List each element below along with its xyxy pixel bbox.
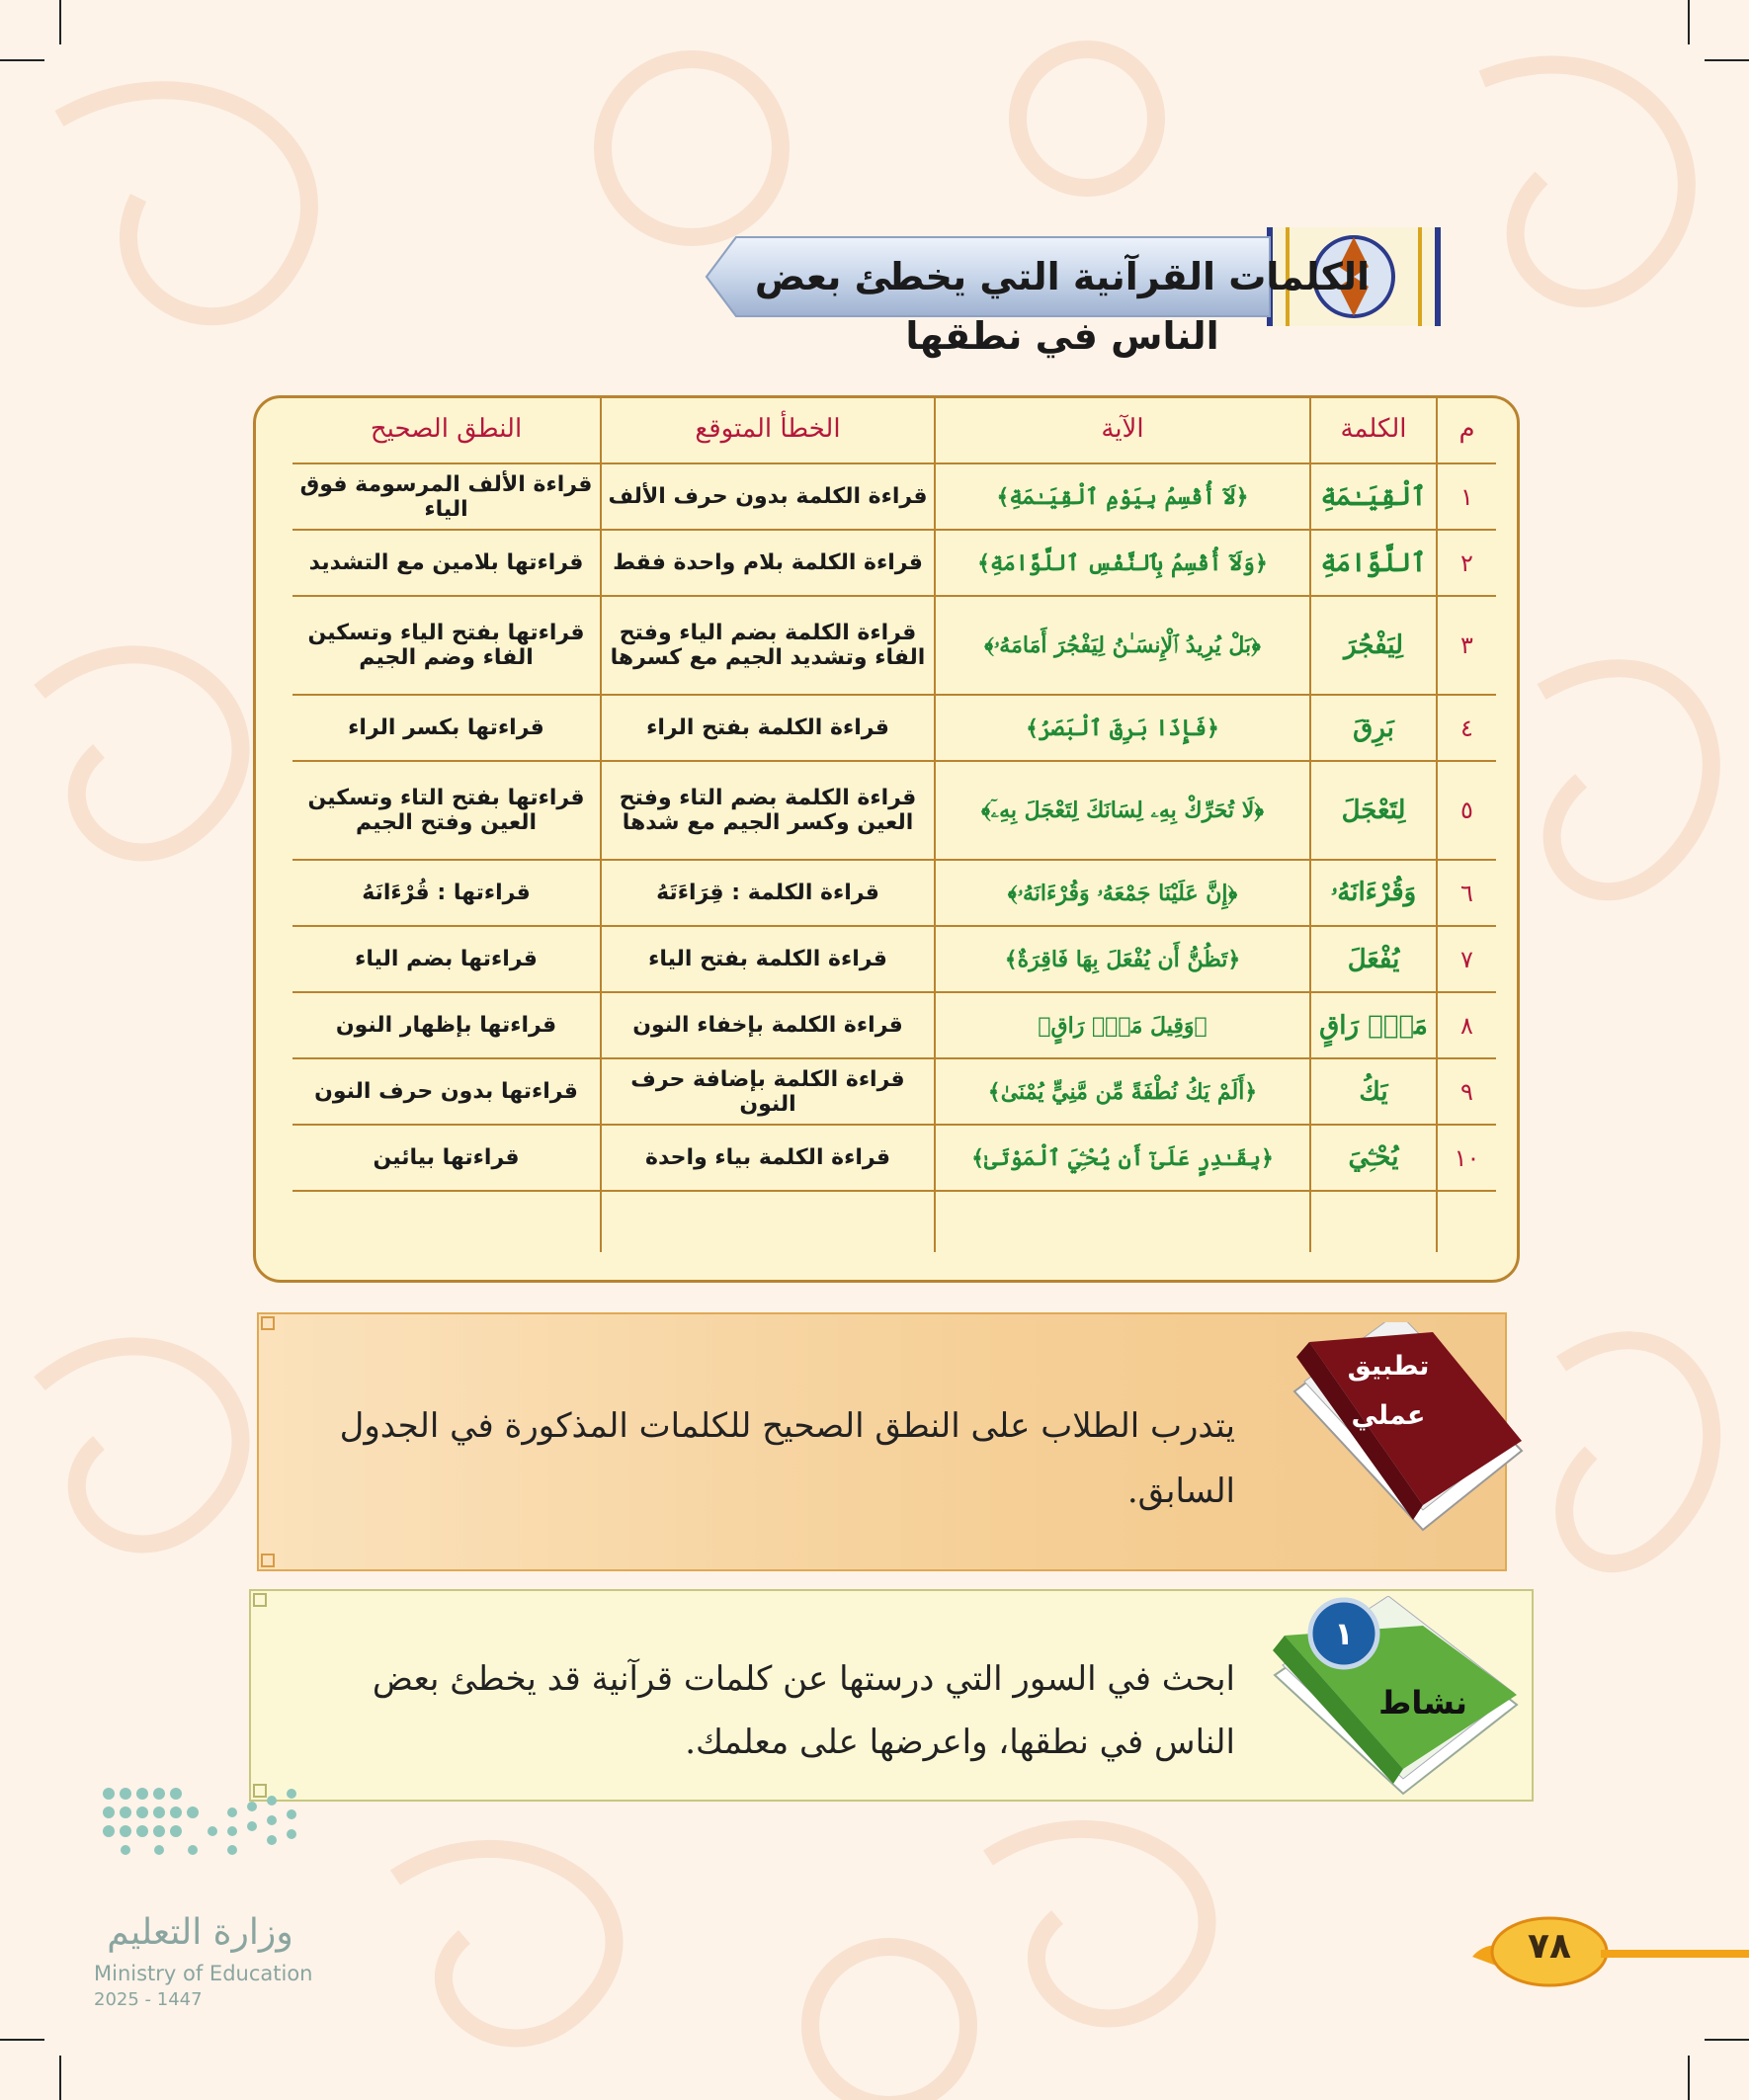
header-number: م: [1437, 395, 1496, 463]
row-number: ٣: [1437, 596, 1496, 695]
quran-words-table: [292, 395, 1496, 1252]
row-verse: ﴿فَإِذَا بَرِقَ ٱلْبَصَرُ﴾: [935, 695, 1310, 761]
row-number: ٦: [1437, 860, 1496, 926]
row-verse: ﴿إِنَّ عَلَيْنَا جَمْعَهُۥ وَقُرْءَانَهُۥ﴾: [935, 860, 1310, 926]
corner-ornament-icon: [259, 1314, 289, 1344]
row-error: قراءة الكلمة : قِرَاءَتَهُ: [601, 860, 935, 926]
row-correct: قراءتها بلامين مع التشديد: [292, 530, 601, 596]
crop-mark: [59, 0, 61, 44]
row-word: وَقُرْءَانَهُۥ: [1310, 860, 1437, 926]
table-row: [292, 596, 1496, 695]
activity-badge-number: ١: [1334, 1615, 1354, 1652]
row-error: قراءة الكلمة بفتح الراء: [601, 695, 935, 761]
row-number: ٨: [1437, 992, 1496, 1058]
header-correct-pronunciation: النطق الصحيح: [292, 395, 601, 463]
row-word: لِيَفْجُرَ: [1310, 596, 1437, 695]
table-header-row: [292, 395, 1496, 463]
practical-application-text: يتدرب الطلاب على النطق الصحيح للكلمات المذكورة في الجدول السابق.: [339, 1406, 1235, 1511]
row-verse: ﴿أَلَمْ يَكُ نُطْفَةً مِّن مَّنِيٍّ يُمْنَىٰ﴾: [935, 1058, 1310, 1125]
row-word: ٱلْقِيَـٰمَةِ: [1310, 463, 1437, 530]
row-correct: قراءتها بيائين: [292, 1125, 601, 1191]
row-number: ١: [1437, 463, 1496, 530]
row-word: ٱللَّوَّامَةِ: [1310, 530, 1437, 596]
row-correct: قراءتها بكسر الراء: [292, 695, 601, 761]
table-row: [292, 1058, 1496, 1125]
row-error: قراءة الكلمة بفتح الياء: [601, 926, 935, 992]
row-correct: قراءتها بدون حرف النون: [292, 1058, 601, 1125]
table-empty-row: [292, 1191, 1496, 1252]
crop-mark: [1705, 2039, 1749, 2041]
row-number: ٧: [1437, 926, 1496, 992]
crop-mark: [59, 2056, 61, 2100]
header-verse: الآية: [935, 395, 1310, 463]
table-row: [292, 695, 1496, 761]
header-word: الكلمة: [1310, 395, 1437, 463]
row-verse: ﴿لَآ أُقْسِمُ بِيَوْمِ ٱلْقِيَـٰمَةِ﴾: [935, 463, 1310, 530]
crop-mark: [0, 59, 44, 61]
table-row: [292, 926, 1496, 992]
practical-badge-label-1: تطبيق: [1347, 1351, 1430, 1382]
row-verse: ﴿بِقَـٰدِرٍ عَلَىٰٓ أَن يُحْـِۧيَ ٱلْمَوْتَىٰ﴾: [935, 1125, 1310, 1191]
row-verse: ﴿وَقِيلَ مَنْۜ رَاقٍ﴾: [935, 992, 1310, 1058]
practical-badge-label-2: عملي: [1351, 1400, 1426, 1431]
row-word: لِتَعْجَلَ: [1310, 761, 1437, 860]
ministry-year: 2025 - 1447: [94, 1989, 203, 2010]
activity-badge-label: نشاط: [1378, 1684, 1467, 1722]
row-number: ٥: [1437, 761, 1496, 860]
row-correct: قراءتها بفتح الياء وتسكين الفاء وضم الجيم: [292, 596, 601, 695]
table-row: [292, 1125, 1496, 1191]
row-word: يُفْعَلَ: [1310, 926, 1437, 992]
row-number: ٢: [1437, 530, 1496, 596]
row-number: ٩: [1437, 1058, 1496, 1125]
crop-mark: [1688, 0, 1690, 44]
corner-ornament-icon: [259, 1540, 289, 1569]
row-error: قراءة الكلمة بلام واحدة فقط: [601, 530, 935, 596]
row-error: قراءة الكلمة بدون حرف الألف: [601, 463, 935, 530]
row-error: قراءة الكلمة بضم الياء وفتح الفاء وتشديد الجيم مع كسرها: [601, 596, 935, 695]
row-error: قراءة الكلمة بياء واحدة: [601, 1125, 935, 1191]
table-row: [292, 992, 1496, 1058]
crop-mark: [0, 2039, 44, 2041]
row-verse: ﴿بَلْ يُرِيدُ ٱلْإِنسَـٰنُ لِيَفْجُرَ أَمَامَهُۥ﴾: [935, 596, 1310, 695]
corner-ornament-icon: [251, 1591, 281, 1621]
row-word: مَنْۜ رَاقٍ: [1310, 992, 1437, 1058]
row-number: ١٠: [1437, 1125, 1496, 1191]
row-correct: قراءة الألف المرسومة فوق الياء: [292, 463, 601, 530]
table-row: [292, 761, 1496, 860]
row-error: قراءة الكلمة بإخفاء النون: [601, 992, 935, 1058]
row-correct: قراءتها بفتح التاء وتسكين العين وفتح الجيم: [292, 761, 601, 860]
page-title: الكلمات القرآنية التي يخطئ بعض الناس في نطقها: [754, 255, 1371, 358]
row-verse: ﴿وَلَآ أُقْسِمُ بِٱلنَّفْسِ ٱللَّوَّامَةِ﴾: [935, 530, 1310, 596]
row-word: يَكُ: [1310, 1058, 1437, 1125]
ministry-name-english: Ministry of Education: [94, 1962, 313, 1985]
crop-mark: [1688, 2056, 1690, 2100]
row-correct: قراءتها : قُرْءَانَهُ: [292, 860, 601, 926]
row-correct: قراءتها بإظهار النون: [292, 992, 601, 1058]
row-error: قراءة الكلمة بإضافة حرف النون: [601, 1058, 935, 1125]
page-number: ٧٨: [1528, 1926, 1571, 1967]
header-expected-error: الخطأ المتوقع: [601, 395, 935, 463]
row-correct: قراءتها بضم الياء: [292, 926, 601, 992]
row-verse: ﴿تَظُنُّ أَن يُفْعَلَ بِهَا فَاقِرَةٌ﴾: [935, 926, 1310, 992]
row-verse: ﴿لَا تُحَرِّكْ بِهِۦ لِسَانَكَ لِتَعْجَلَ بِهِۦٓ﴾: [935, 761, 1310, 860]
table-row: [292, 463, 1496, 530]
row-error: قراءة الكلمة بضم التاء وفتح العين وكسر الجيم مع شدها: [601, 761, 935, 860]
activity-text: ابحث في السور التي درستها عن كلمات قرآنية قد يخطئ بعض الناس في نطقها، واعرضها على معلمك.: [372, 1659, 1235, 1762]
ministry-name-arabic: وزارة التعليم: [107, 1912, 293, 1953]
table-row: [292, 860, 1496, 926]
table-row: [292, 530, 1496, 596]
row-word: بَرِقَ: [1310, 695, 1437, 761]
row-word: يُحْـِۧيَ: [1310, 1125, 1437, 1191]
row-number: ٤: [1437, 695, 1496, 761]
crop-mark: [1705, 59, 1749, 61]
